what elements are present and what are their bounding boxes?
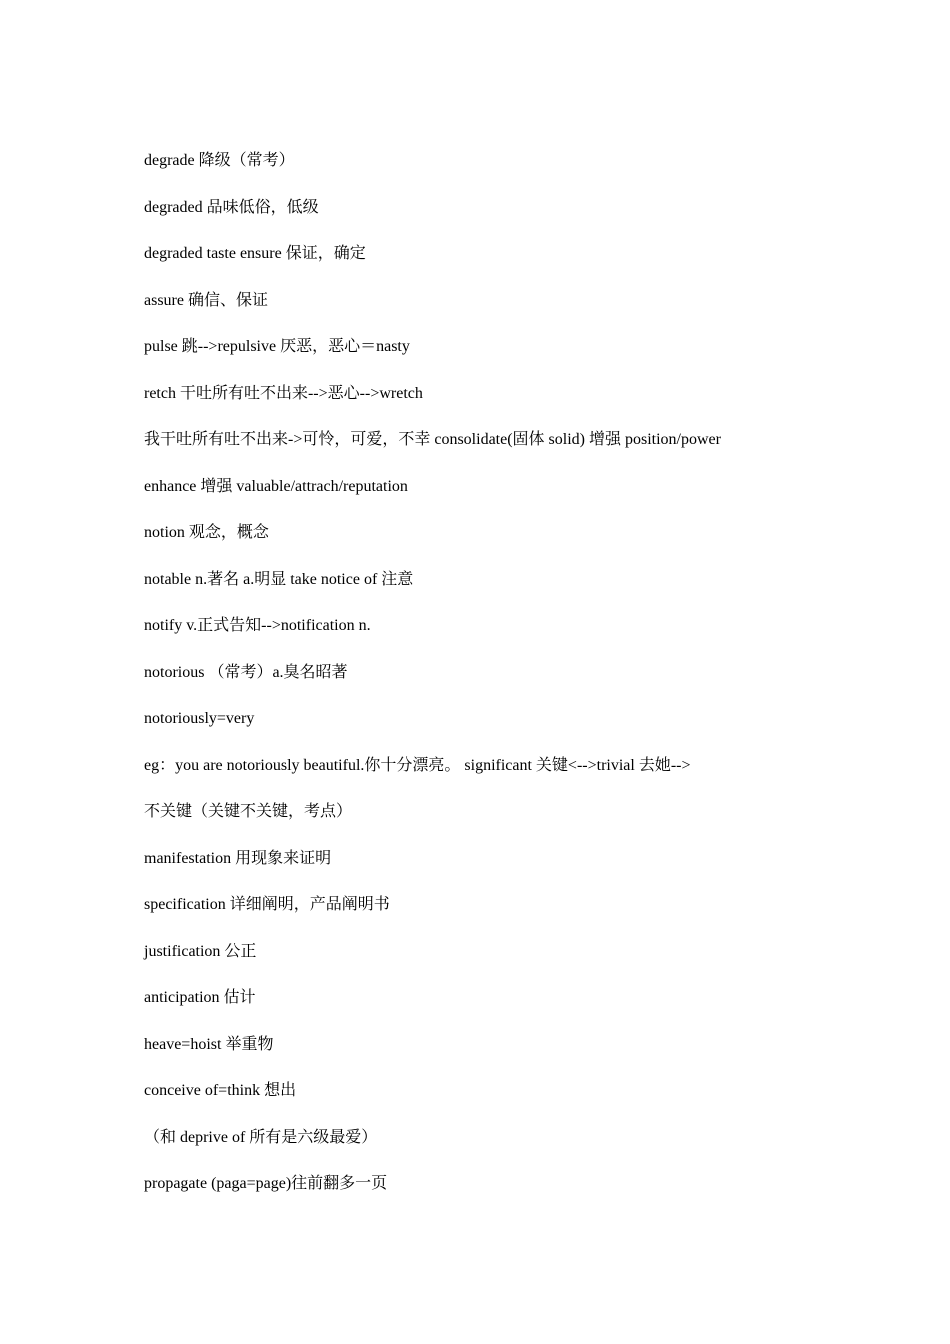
vocab-line: notoriously=very bbox=[144, 710, 255, 727]
vocab-line: notion 观念，概念 bbox=[144, 524, 269, 541]
vocab-line: degraded 品味低俗，低级 bbox=[144, 198, 319, 216]
vocab-line: conceive of=think 想出 bbox=[144, 1082, 297, 1099]
vocabulary-list bbox=[144, 146, 904, 1216]
vocab-line: anticipation 估计 bbox=[144, 989, 256, 1006]
vocab-line: assure 确信、保证 bbox=[144, 291, 268, 309]
vocab-line: （和 deprive of 所有是六级最爱） bbox=[144, 1128, 378, 1146]
vocab-line: notable n.著名 a.明显 take notice of 注意 bbox=[144, 570, 414, 588]
vocab-line: notify v.正式告知-->notification n. bbox=[144, 617, 371, 634]
vocab-line: notorious （常考）a.臭名昭著 bbox=[144, 663, 348, 681]
vocab-line: manifestation 用现象来证明 bbox=[144, 849, 332, 867]
vocab-line: degraded taste ensure 保证，确定 bbox=[144, 245, 366, 262]
vocab-line: pulse 跳-->repulsive 厌恶，恶心＝nasty bbox=[144, 338, 410, 355]
vocab-line: 不关键（关键不关键，考点） bbox=[144, 803, 353, 820]
vocab-line: degrade 降级（常考） bbox=[144, 152, 295, 169]
vocab-line: enhance 增强 valuable/attrach/reputation bbox=[144, 477, 408, 495]
vocab-line: justification 公正 bbox=[144, 942, 257, 960]
vocab-line: retch 干吐所有吐不出来-->恶心-->wretch bbox=[144, 384, 423, 402]
vocab-line: heave=hoist 举重物 bbox=[144, 1035, 274, 1053]
vocab-line: eg：you are notoriously beautiful.你十分漂亮。 significant 关键<-->trivial 去她--> bbox=[144, 756, 691, 774]
vocab-line: 我干吐所有吐不出来->可怜，可爱，不幸 consolidate(固体 solid) 增强 position/power bbox=[144, 431, 721, 448]
vocab-line: specification 详细阐明，产品阐明书 bbox=[144, 896, 390, 913]
vocab-line: propagate (paga=page)往前翻多一页 bbox=[144, 1175, 388, 1192]
